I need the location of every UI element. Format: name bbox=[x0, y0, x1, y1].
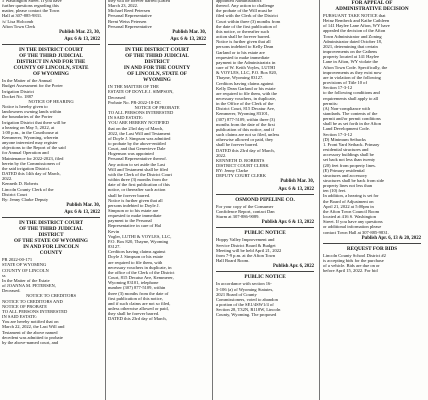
text-line: STATE OF WYOMING bbox=[2, 262, 47, 268]
text-line: of 141 Haylee Lane Afton, WY have bbox=[323, 23, 390, 29]
text-line: requested to make immediate bbox=[108, 213, 162, 219]
text-line: notice, or thereafter such action bbox=[108, 187, 166, 193]
publish-line: Publish Mar. 30, bbox=[280, 179, 314, 185]
notice-title: OSMOND PIPELINE CO. bbox=[235, 196, 295, 203]
text-line: matter, please contact the Town bbox=[2, 8, 60, 14]
text-line: NOTICE OF PROBATE bbox=[2, 303, 47, 309]
publish-line: Publish Apr. 6 & 13, 2022 bbox=[261, 220, 314, 226]
text-line: the boundaries of the Porter bbox=[2, 114, 53, 120]
column-2 bbox=[108, 0, 206, 400]
text-line: set back not less than twenty bbox=[323, 157, 376, 163]
text-line: DATED this 23rd day of March, bbox=[216, 147, 275, 153]
text-line: Hall Board Room. bbox=[216, 258, 250, 264]
text-line: Lane in Afton, WY violate the bbox=[323, 59, 379, 65]
text-line: they shall be forever barred. bbox=[108, 311, 160, 317]
divider bbox=[216, 194, 314, 195]
text-line: April 21, 2022 at 5:00pm in bbox=[323, 203, 374, 209]
text-line: Land Development Code. bbox=[323, 126, 370, 132]
text-line: requested to make immediate bbox=[216, 54, 270, 60]
text-line: shall be as set forth in the Afton bbox=[323, 121, 381, 127]
text-line: (A) Non-compliance with bbox=[323, 105, 370, 111]
text-line: (E) Primary residential bbox=[323, 167, 365, 173]
text-line: Doyle J. Simpson or his estate bbox=[108, 254, 164, 260]
notice-title: PUBLIC NOTICE bbox=[244, 230, 286, 237]
text-line: three (3) months from the date of bbox=[108, 290, 169, 296]
text-line: objections to the Report of the said bbox=[2, 145, 66, 151]
text-line: date of the first publication of this bbox=[108, 182, 170, 188]
notice-title: IN THE DISTRICT COURT OF THE THIRD JUDICIAL DISTRICT IN AND FOR THE COUNTY OF LINCOLN, STATE OF WYOMING bbox=[13, 47, 89, 78]
text-line: /s/ Lisa Holcomb bbox=[2, 18, 34, 24]
text-line: with the Clerk of the District Court bbox=[108, 171, 172, 177]
divider bbox=[216, 271, 314, 272]
text-line: Hall at 307-885-9831. bbox=[2, 13, 43, 19]
text-line: persons indebted to Kelly Dean bbox=[216, 44, 274, 50]
text-line: payment to the Administratrix in bbox=[216, 59, 276, 65]
text-line: and if such claims are not so filed, bbox=[108, 300, 171, 306]
text-line: Personal Representative thereof. bbox=[108, 156, 167, 162]
text-line: shall be forever barred. bbox=[108, 192, 151, 198]
publish-line: Publish Mar. 30, bbox=[172, 29, 206, 35]
column-divider bbox=[212, 0, 213, 400]
text-line: to probate by the above-entitled bbox=[108, 140, 166, 146]
text-line: Deceased. bbox=[2, 288, 21, 294]
text-line: 2021 Board of County bbox=[216, 291, 257, 297]
text-line: Irrigation District bbox=[2, 88, 34, 94]
text-line: P.O. Box 820, Thayne, Wyoming bbox=[108, 238, 169, 244]
text-line: PR 2022-00-171 bbox=[2, 257, 33, 263]
text-line: Irrigation District that there will be bbox=[2, 119, 66, 125]
text-line: Section 28, T32N, R118W, Lincoln bbox=[216, 307, 281, 313]
text-line: Personal Representative bbox=[108, 23, 152, 29]
text-line: otherwise allowed or paid, they bbox=[216, 137, 274, 143]
divider bbox=[323, 243, 421, 244]
text-line: improvements on the Cathens bbox=[323, 49, 378, 55]
text-line: DEPUTY COURT CLERK bbox=[216, 173, 266, 179]
text-line: are in violation of the following bbox=[323, 74, 381, 80]
text-line: this notice, or thereafter such bbox=[216, 28, 269, 34]
text-line: for Annual Operation and bbox=[2, 150, 49, 156]
column-divider bbox=[319, 0, 320, 400]
text-line: & VOYLES, LLC, P.O. Box 820, bbox=[216, 70, 278, 76]
text-line: In the Matter of the Estate bbox=[2, 277, 50, 283]
text-line: DATED this 14th day of March, bbox=[2, 171, 61, 177]
text-line: that on the 23rd day of March, bbox=[108, 125, 164, 131]
text-line: Section 17-3-12 bbox=[323, 131, 353, 137]
divider bbox=[2, 44, 100, 45]
text-line: Sturm at 307-886-9089. bbox=[216, 214, 260, 220]
text-line: For your copy of the Consumer bbox=[216, 203, 274, 209]
text-line: BY: Jenny Clarke bbox=[216, 168, 249, 174]
text-line: Simpson or to his estate are bbox=[108, 208, 159, 213]
text-line: Heinz Rembeck and Kathe Cathleen bbox=[323, 18, 390, 24]
text-line: anyone interested may register bbox=[2, 140, 58, 146]
column-1 bbox=[2, 0, 100, 400]
col1-top bbox=[2, 0, 100, 42]
text-line: Notice is hereby given to bbox=[2, 104, 48, 110]
text-line: Michael Reed Petersen bbox=[108, 8, 150, 14]
text-line: Afton Town Clerk bbox=[2, 23, 36, 29]
text-line: Kenneth D. Roberts bbox=[2, 181, 39, 187]
text-line: unless otherwise allowed or paid, bbox=[108, 305, 169, 311]
text-line: herein by the Commissioners of bbox=[2, 160, 61, 166]
publish-line: Apr. 6 & 13, 2022 bbox=[170, 37, 206, 43]
text-line: March 22, 2022, the Last Will and bbox=[2, 324, 65, 330]
text-line: Representative in care of Hal bbox=[108, 223, 162, 229]
text-line: NOTICE OF HEARING bbox=[28, 98, 74, 104]
text-line: number (307) 877-5109, within bbox=[108, 285, 166, 291]
text-line: structures and accessory bbox=[323, 172, 368, 178]
text-line: (D) Minimum Setbacks bbox=[323, 136, 366, 142]
text-line: 1. Front Yard Setback. Primary bbox=[323, 141, 380, 147]
text-line: ten (10) feet. bbox=[323, 188, 347, 194]
text-line: appealed the decision of the Afton bbox=[323, 28, 386, 34]
text-line: the probate of the Will must be bbox=[216, 8, 273, 14]
text-line: IN SAID ESTATE: bbox=[108, 115, 143, 121]
notice-title: PUBLIC NOTICE bbox=[244, 274, 286, 281]
text-line: the date of the first publication of bbox=[216, 23, 277, 29]
text-line: of Doyle J. Simpson was admitted bbox=[108, 135, 171, 141]
text-line: Any action to set aside the Last bbox=[108, 161, 166, 167]
text-line: 5 Washington Street. If you have bbox=[2, 0, 62, 3]
text-line: is accepting bids for the purchase bbox=[323, 258, 384, 264]
text-line: DATED this 23rd day of March, bbox=[108, 316, 167, 322]
text-line: action shall be forever barred. bbox=[216, 34, 271, 40]
text-line: the Afton Town Council Room bbox=[323, 208, 380, 214]
text-line: Court within three (3) months from bbox=[216, 18, 281, 24]
text-line: Court, and that Genevieve Dale bbox=[108, 146, 166, 152]
text-line: 2022. bbox=[2, 176, 13, 182]
text-line: (307) 877-5109, within three (3) bbox=[216, 116, 275, 122]
text-line: of JOANNA M. PETERSEN, bbox=[2, 283, 56, 289]
text-line: Section 17-3-12 bbox=[323, 85, 353, 91]
publish-line: Publish Mar. 23, 30, bbox=[59, 29, 100, 35]
text-line: District Court, 815 Decatur Ave, bbox=[216, 106, 276, 112]
text-line: within three (3) months from the bbox=[108, 177, 168, 183]
text-line: to the following conditions and bbox=[323, 90, 380, 96]
text-line: payment to the Personal bbox=[108, 218, 152, 224]
publish-line: Publish Apr. 6, 2022 bbox=[272, 264, 314, 270]
text-line: necessary vouchers in duplicate, in bbox=[108, 264, 172, 270]
text-line: property located at 141 Haylee bbox=[323, 54, 380, 60]
text-line: Budget Assessment for the Porter bbox=[2, 83, 63, 89]
text-line: In the Matter of the Annual bbox=[2, 78, 52, 84]
text-line: 2021, determining that certain bbox=[323, 43, 378, 49]
text-line: accessory buildings shall be bbox=[323, 152, 374, 158]
text-line: landowners owning lands within bbox=[2, 109, 62, 115]
text-line: or additional information please bbox=[323, 224, 382, 230]
text-line: care of W. Keith Voyles, LUTHI bbox=[216, 65, 276, 71]
column-4 bbox=[323, 0, 421, 400]
text-line: Deceased bbox=[108, 94, 126, 100]
text-line: they will be forever barred (Dated bbox=[108, 0, 170, 3]
text-line: 1:00 p.m., in the Courthouse at bbox=[2, 129, 59, 135]
text-line: Court, 815 Decatur Ave, Kemmerer, bbox=[108, 275, 174, 281]
text-line: structures shall be back from side bbox=[323, 178, 384, 183]
text-line: Wyoming 83101, telephone bbox=[108, 280, 159, 286]
text-line: a portion of the SE1/4SW1/4 of bbox=[216, 301, 274, 307]
publish-line: Apr. 6 & 13, 2022 bbox=[64, 37, 100, 43]
text-line: Kelly Dean Garland or his estate bbox=[216, 85, 276, 91]
text-line: County, Wyoming. The proposed bbox=[216, 312, 277, 318]
notice-title: REQUEST FOR BIDS bbox=[346, 245, 398, 252]
text-line: IN THE MATTER OF THE bbox=[108, 84, 159, 90]
text-line: filed with the Clerk of the District bbox=[216, 13, 278, 19]
text-line: 83127. bbox=[108, 244, 121, 250]
text-line: in the Office of the Clerk of the bbox=[216, 101, 274, 107]
notice-estate-petersen bbox=[2, 220, 100, 345]
text-line: TO ALL PERSONS INTERESTED bbox=[108, 110, 174, 116]
text-line: permits: bbox=[323, 100, 338, 106]
text-line: ESTATE OF DOYLE J. SIMPSON, bbox=[108, 89, 174, 95]
text-line: thereof. Any action to challenge bbox=[216, 3, 275, 9]
text-line: decedent was admitted to probate bbox=[2, 334, 63, 340]
text-line: a hearing on May 5, 2022, at bbox=[2, 124, 55, 130]
text-line: Kevin bbox=[108, 228, 120, 234]
text-line: necessary vouchers, in duplicate, bbox=[216, 95, 276, 101]
text-line: 5-106 (a) of Wyoming Statutes, bbox=[216, 286, 274, 292]
text-line: from 7-9 p.m. at the Afton Town bbox=[216, 252, 276, 258]
text-line: COUNTY OF LINCOLN bbox=[2, 267, 49, 273]
text-line: provisions of Title 10 of bbox=[323, 80, 367, 86]
text-line: Kemmerer, Wyoming, wherein bbox=[2, 134, 59, 140]
text-line: publication of this notice, and if bbox=[216, 126, 275, 132]
text-line: You are hereby notified that on bbox=[2, 319, 59, 325]
text-line: shall be forever barred. bbox=[216, 142, 259, 148]
divider bbox=[108, 44, 206, 45]
text-line: March 23, 2022. bbox=[108, 3, 139, 9]
text-line: 2022. bbox=[216, 152, 227, 158]
notice-title: IN THE DISTRICT COURT OF THE THIRD JUDICIAL DISTRICT OF THE STATE OF WYOMING IN AND FOR LINCOLN COUNTY bbox=[14, 220, 88, 257]
text-line: Administrator dated October 18, bbox=[323, 38, 383, 44]
text-line: standards. The contents of the bbox=[323, 110, 378, 116]
text-line: By: Jenny Clarke Deputy bbox=[2, 196, 49, 202]
text-line: Notice is further given that all bbox=[108, 197, 163, 203]
text-line: In accordance with section 16- bbox=[216, 281, 272, 287]
text-line: Personal Representative bbox=[108, 13, 152, 19]
publish-line: Apr. 6 & 13, 2022 bbox=[64, 210, 100, 216]
publish-line: Publish Mar. 30, bbox=[66, 203, 100, 208]
text-line: such claims are not so filed, unless bbox=[216, 132, 280, 138]
text-line: Lincoln County Clerk of the bbox=[2, 186, 54, 192]
text-line: before April 15, 2022. For bid bbox=[323, 268, 378, 274]
text-line: Street. If you have any questions bbox=[323, 219, 383, 225]
text-line: Maintenance for 2022-2023, filed bbox=[2, 155, 64, 161]
text-line: Service District Board & Budget bbox=[216, 242, 276, 248]
text-line: IN SAID ESTATE: bbox=[2, 314, 37, 320]
text-line: by the above-named court, and bbox=[2, 339, 59, 345]
text-line: are required to file them, with bbox=[108, 259, 163, 265]
text-line: requirements shall apply to all bbox=[323, 95, 379, 101]
text-line: NOTICE TO CREDITORS bbox=[25, 293, 77, 299]
text-line: Notice is further given that all bbox=[216, 39, 271, 45]
text-line: Thayne, Wyoming 83127. bbox=[216, 75, 264, 81]
text-line: PURSUANT TAKE NOTICE that bbox=[323, 13, 386, 18]
text-line: are required to file them, with the bbox=[216, 90, 277, 96]
text-line: contact Town Hall at 307-885-9831. bbox=[323, 229, 389, 235]
text-line: NOTICE TO CREDITORS AND bbox=[2, 298, 63, 304]
text-line: Creditors having claims against bbox=[108, 249, 166, 255]
text-line: further questions regarding this bbox=[2, 3, 59, 9]
publish-line: Apr. 6 & 13, 2022 bbox=[278, 186, 314, 192]
text-line: appointed Administratrix bbox=[216, 0, 262, 3]
text-line: Docket No. 1887 bbox=[2, 93, 34, 99]
text-line: Garland or to his estate are bbox=[216, 49, 265, 55]
divider bbox=[2, 217, 100, 218]
text-line: Meeting will be held April 21, 2022 bbox=[216, 247, 282, 253]
text-line: (20) feet from property lines. bbox=[323, 162, 376, 168]
text-line: first publication of this notice, bbox=[108, 295, 163, 301]
text-line: improvements as they exist now bbox=[323, 69, 382, 75]
text-line: Testament of the above named bbox=[2, 329, 58, 335]
text-line: NOTICE OF PROBATE bbox=[134, 104, 180, 110]
text-line: Probate No. PR-2022-18-DC bbox=[108, 99, 161, 105]
text-line: Confidence Report, contact Dan bbox=[216, 208, 275, 214]
publish-line: Publish Apr. 6, 13 & 20, 2022 bbox=[361, 235, 421, 241]
notice-hearing-porter bbox=[2, 47, 100, 215]
text-line: the office of the Clerk of the District bbox=[108, 269, 175, 275]
text-line: 2022, the Last Will and Testament bbox=[108, 130, 171, 136]
text-line: residential structures and bbox=[323, 147, 369, 153]
text-line: the said irrigation District. bbox=[2, 165, 50, 171]
text-line: Commissioners, voted to abandon bbox=[216, 296, 278, 302]
text-line: of a vehicle. Bids are due on or bbox=[323, 263, 380, 269]
text-line: property lines not less than bbox=[323, 183, 372, 189]
text-line: permit and/or permit conditions bbox=[323, 116, 381, 122]
text-line: Vogler, LUTHI & VOYLES, LLC, bbox=[108, 233, 172, 239]
text-line: Hogenson was appointed bbox=[108, 151, 154, 157]
text-line: months from the date of the first bbox=[216, 121, 275, 127]
text-line: persons indebted to Doyle J. bbox=[108, 202, 160, 208]
text-line: In addition, a hearing is set for bbox=[323, 193, 379, 199]
text-line: Lincoln County School District #2 bbox=[323, 252, 386, 258]
text-line: Will and Testament shall be filed bbox=[108, 166, 168, 172]
text-line: District Court bbox=[2, 191, 28, 197]
text-line: Hoppy Valley Improvement and bbox=[216, 237, 275, 243]
text-line: the Board of Adjustment on bbox=[323, 198, 374, 204]
notice-title: FOR APPEAL OF ADMINISTRATIVE DECISION bbox=[335, 0, 409, 12]
text-line: TO ALL PERSONS INTERESTED bbox=[2, 308, 68, 314]
text-line: Creditors having claims against bbox=[216, 80, 274, 86]
column-3 bbox=[216, 0, 314, 400]
text-line: Afton Town Code. Specifically, the bbox=[323, 64, 388, 70]
text-line: Kemmerer, Wyoming 83101, bbox=[216, 111, 270, 117]
text-line: Brent Weiss Petersen bbox=[108, 18, 147, 24]
text-line: ss bbox=[2, 272, 6, 278]
column-divider bbox=[105, 0, 106, 400]
notice-title: IN THE DISTRICT COURT OF THE THIRD JUDICIAL DISTRICT IN AND FOR THE COUNTY OF LINCOLN, STATE OF WYOMING bbox=[123, 47, 191, 84]
divider bbox=[216, 227, 314, 228]
text-line: Town Administrator and Zoning bbox=[323, 33, 382, 39]
text-line: located at 416 S. Washington bbox=[323, 214, 376, 220]
text-line: DISTRICT COURT CLERK bbox=[216, 163, 269, 168]
text-line: YOU ARE HEREBY NOTIFIED bbox=[108, 120, 170, 126]
text-line: KENNETH D. ROBERTS bbox=[216, 157, 265, 163]
